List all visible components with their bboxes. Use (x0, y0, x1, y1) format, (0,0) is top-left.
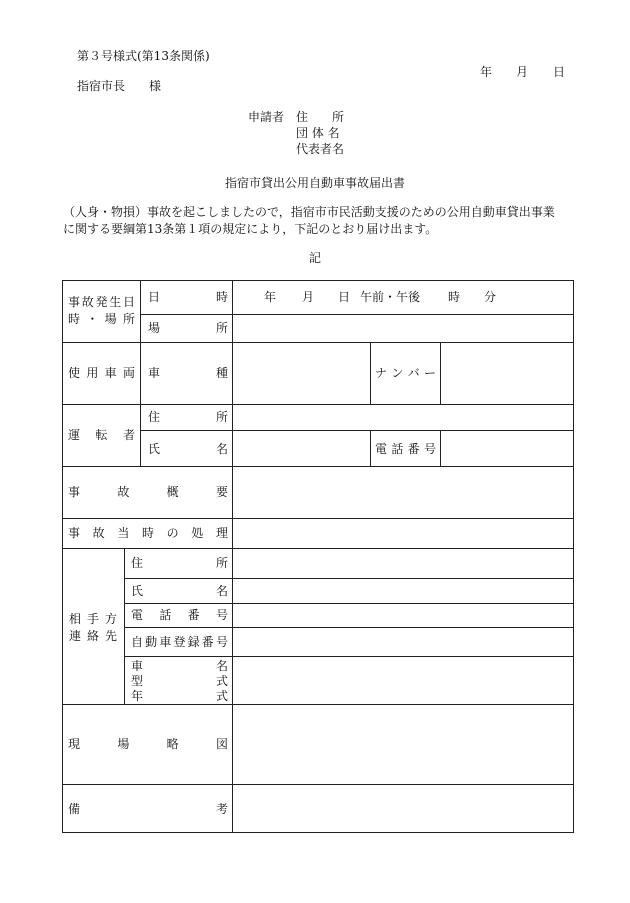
driver-label: 運 転 者 (68, 428, 135, 442)
vehicle-type-label: 車 種 (148, 366, 228, 380)
cp-model-label: 型 式 (131, 674, 228, 688)
occurrence-label-line2: 時 ・ 場 所 (68, 312, 135, 326)
summary-field[interactable] (232, 466, 574, 519)
dt-minute: 分 (484, 290, 497, 304)
body-paragraph (63, 204, 578, 238)
summary-label: 事 故 概 要 (68, 485, 228, 499)
cp-address-field[interactable] (232, 548, 574, 579)
document-title: 指宿市貸出公用自動車事故届出書 (224, 176, 405, 190)
applicant-organization: 団 体 名 (296, 126, 340, 140)
cp-name-label: 氏 名 (131, 584, 228, 598)
sketch-label: 現 場 略 図 (68, 737, 228, 751)
cp-phone-label: 電 話 番 号 (131, 608, 228, 622)
accident-form-table (62, 280, 574, 833)
place-label: 場 所 (148, 321, 228, 335)
vehicle-type-field[interactable] (232, 342, 371, 405)
driver-phone-label: 電 話 番 号 (375, 442, 436, 456)
date-month: 月 (516, 65, 529, 79)
cp-name-field[interactable] (232, 578, 574, 604)
handling-label: 事 故 当 時 の 処 理 (68, 526, 228, 540)
driver-address-label: 住 所 (148, 410, 228, 424)
driver-address-field[interactable] (232, 404, 574, 431)
cp-registration-field[interactable] (232, 627, 574, 657)
date-day: 日 (553, 65, 566, 79)
driver-phone-field[interactable] (440, 430, 574, 467)
driver-name-field[interactable] (232, 430, 371, 467)
form-number: 第３号様式(第13条関係) (77, 49, 210, 63)
applicant-representative: 代表者名 (296, 142, 345, 156)
counterparty-label-line1: 相 手 方 (69, 612, 117, 626)
place-field[interactable] (232, 314, 574, 343)
datetime-label: 日 時 (148, 290, 228, 304)
cp-registration-label: 自 動 車 登 録 番 号 (131, 635, 228, 649)
body-line-1: （人身・物損）事故を起こしましたので，指宿市市民活動支援のための公用自動車貸出事業 (63, 205, 555, 219)
cp-address-label: 住 所 (131, 556, 228, 570)
plate-number-field[interactable] (440, 342, 574, 405)
handling-field[interactable] (232, 518, 574, 549)
cp-car-name-label: 車 名 (131, 659, 228, 673)
vehicle-label: 使 用 車 両 (68, 366, 135, 380)
ki-mark: 記 (308, 251, 321, 265)
date-year: 年 (480, 65, 493, 79)
addressee: 指宿市長 様 (77, 79, 162, 93)
driver-name-label: 氏 名 (148, 442, 228, 456)
dt-year: 年 (264, 290, 277, 304)
dt-hour: 時 (448, 290, 461, 304)
plate-number-label: ナ ン バ ー (375, 366, 436, 380)
cp-car-details-field[interactable] (232, 656, 574, 705)
dt-ampm: 午前・午後 (360, 290, 421, 304)
sketch-field[interactable] (232, 704, 574, 785)
body-line-2: に関する要綱第13条第１項の規定により，下記のとおり届け出ます。 (63, 222, 438, 236)
dt-day: 日 (338, 290, 351, 304)
counterparty-label-line2: 連 絡 先 (69, 629, 117, 643)
applicant-address: 住 所 (296, 110, 345, 124)
cp-year-label: 年 式 (131, 689, 228, 703)
cp-phone-field[interactable] (232, 603, 574, 628)
applicant-label: 申請者 (248, 110, 285, 124)
dt-month: 月 (302, 290, 315, 304)
remarks-field[interactable] (232, 784, 574, 833)
remarks-label: 備 考 (68, 802, 228, 816)
occurrence-label-line1: 事 故 発 生 日 (68, 295, 135, 309)
counterparty-label-cell (62, 548, 125, 705)
